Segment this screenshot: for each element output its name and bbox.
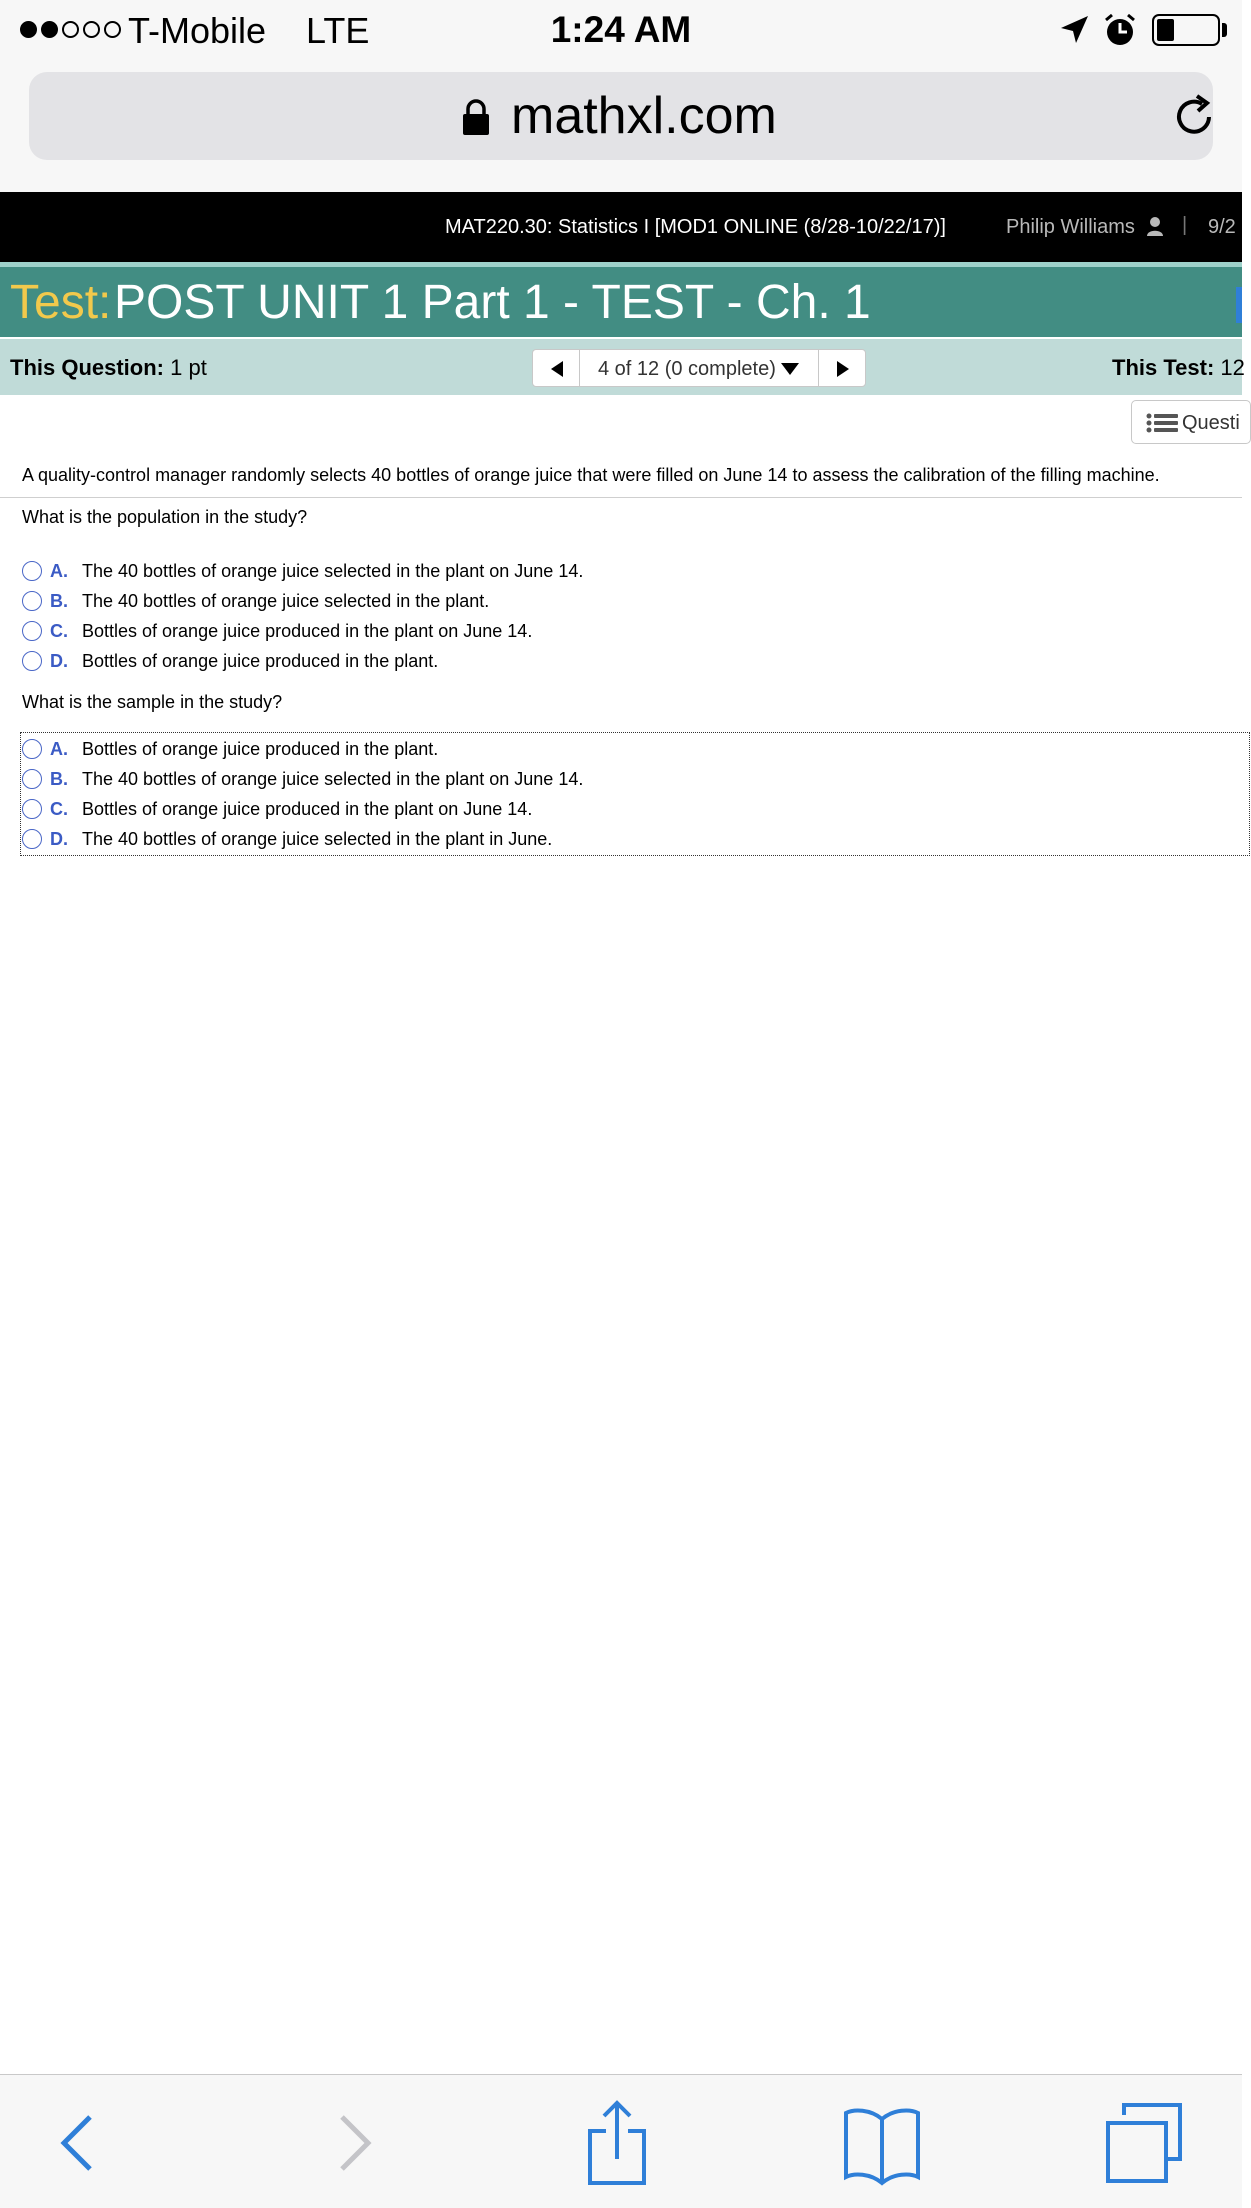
header-separator: | — [1182, 214, 1188, 236]
browser-toolbar — [0, 2074, 1242, 2208]
option-letter: A. — [50, 560, 68, 581]
lock-icon — [461, 98, 491, 136]
population-option-b[interactable] — [22, 588, 489, 614]
previous-question-button[interactable] — [532, 349, 580, 387]
browser-address-area — [0, 62, 1242, 192]
test-name: POST UNIT 1 Part 1 - TEST - Ch. 1 — [114, 276, 871, 329]
sample-prompt: What is the sample in the study? — [22, 692, 283, 712]
question-navigator-text: 4 of 12 (0 complete) — [598, 358, 776, 380]
course-header — [0, 192, 1242, 262]
stem-divider — [0, 497, 1242, 498]
back-icon — [56, 2101, 100, 2185]
radio-button[interactable] — [22, 799, 42, 819]
bookmarks-icon — [842, 2101, 922, 2185]
bookmarks-button[interactable] — [842, 2101, 922, 2185]
option-text[interactable]: The 40 bottles of orange juice selected in the plant in June. — [82, 828, 553, 849]
address-bar[interactable] — [29, 72, 1213, 160]
sample-option-b[interactable] — [22, 766, 583, 792]
question-stem: A quality-control manager randomly selects 40 bottles of orange juice that were filled on June 14 to assess the calibration of the filling machine. — [22, 465, 1160, 485]
this-test-label: This Test: — [1112, 355, 1215, 380]
sample-option-a[interactable] — [22, 736, 438, 762]
this-question-points — [10, 355, 207, 381]
share-icon — [584, 2101, 650, 2185]
option-text[interactable]: The 40 bottles of orange juice selected in the plant on June 14. — [82, 560, 584, 581]
list-icon — [1146, 413, 1178, 433]
option-text[interactable]: The 40 bottles of orange juice selected in the plant on June 14. — [82, 768, 584, 789]
population-option-c[interactable] — [22, 618, 532, 644]
this-test-value: 12 — [1220, 355, 1245, 380]
sample-option-c[interactable] — [22, 796, 532, 822]
option-text[interactable]: Bottles of orange juice produced in the plant on June 14. — [82, 620, 533, 641]
option-text[interactable]: The 40 bottles of orange juice selected in the plant. — [82, 590, 490, 611]
question-list-label: Questi — [1182, 412, 1240, 434]
status-time: 1:24 AM — [550, 9, 692, 50]
reload-icon[interactable] — [1169, 92, 1219, 142]
caret-down-icon — [780, 362, 800, 376]
carrier-name: T-Mobile — [128, 10, 267, 51]
location-arrow-icon — [1058, 14, 1090, 46]
radio-button[interactable] — [22, 829, 42, 849]
radio-button[interactable] — [22, 769, 42, 789]
test-bar-button-edge[interactable] — [1236, 287, 1242, 323]
battery-icon — [1152, 14, 1220, 46]
triangle-left-icon — [549, 360, 565, 378]
population-prompt: What is the population in the study? — [22, 507, 308, 527]
radio-button[interactable] — [22, 591, 42, 611]
sample-option-d[interactable] — [22, 826, 552, 852]
course-title[interactable]: MAT220.30: Statistics I [MOD1 ONLINE (8/28-10/22/17)] — [445, 216, 946, 238]
option-letter: D. — [50, 828, 68, 849]
option-text[interactable]: Bottles of orange juice produced in the plant on June 14. — [82, 798, 533, 819]
option-letter: D. — [50, 650, 68, 671]
population-option-d[interactable] — [22, 648, 438, 674]
test-title-bar — [0, 267, 1242, 337]
option-letter: C. — [50, 798, 68, 819]
user-name[interactable]: Philip Williams — [1006, 216, 1135, 238]
option-letter: B. — [50, 768, 68, 789]
this-question-label: This Question: — [10, 355, 164, 380]
question-list-button[interactable] — [1131, 400, 1251, 444]
network-type: LTE — [306, 10, 370, 51]
radio-button[interactable] — [22, 621, 42, 641]
this-question-value: 1 pt — [170, 355, 207, 380]
user-icon — [1146, 216, 1164, 236]
radio-button[interactable] — [22, 561, 42, 581]
alarm-clock-icon — [1102, 12, 1138, 48]
option-text[interactable]: Bottles of orange juice produced in the plant. — [82, 650, 439, 671]
triangle-right-icon — [835, 360, 851, 378]
url-text: mathxl.com — [511, 87, 777, 145]
option-letter: A. — [50, 738, 68, 759]
status-bar — [0, 0, 1242, 62]
share-button[interactable] — [584, 2101, 650, 2185]
question-navigator-select[interactable] — [580, 349, 818, 387]
question-info-bar — [0, 339, 1245, 395]
population-option-a[interactable] — [22, 558, 583, 584]
forward-icon — [332, 2101, 376, 2185]
next-question-button[interactable] — [818, 349, 866, 387]
header-date: 9/2 — [1208, 216, 1236, 238]
option-letter: C. — [50, 620, 68, 641]
tabs-button[interactable] — [1106, 2101, 1182, 2185]
forward-button[interactable] — [332, 2101, 376, 2185]
radio-button[interactable] — [22, 739, 42, 759]
tabs-icon — [1106, 2101, 1182, 2185]
test-label: Test: — [10, 276, 112, 329]
back-button[interactable] — [56, 2101, 100, 2185]
radio-button[interactable] — [22, 651, 42, 671]
this-test-points — [1112, 355, 1245, 381]
option-text[interactable]: Bottles of orange juice produced in the plant. — [82, 738, 439, 759]
option-letter: B. — [50, 590, 68, 611]
